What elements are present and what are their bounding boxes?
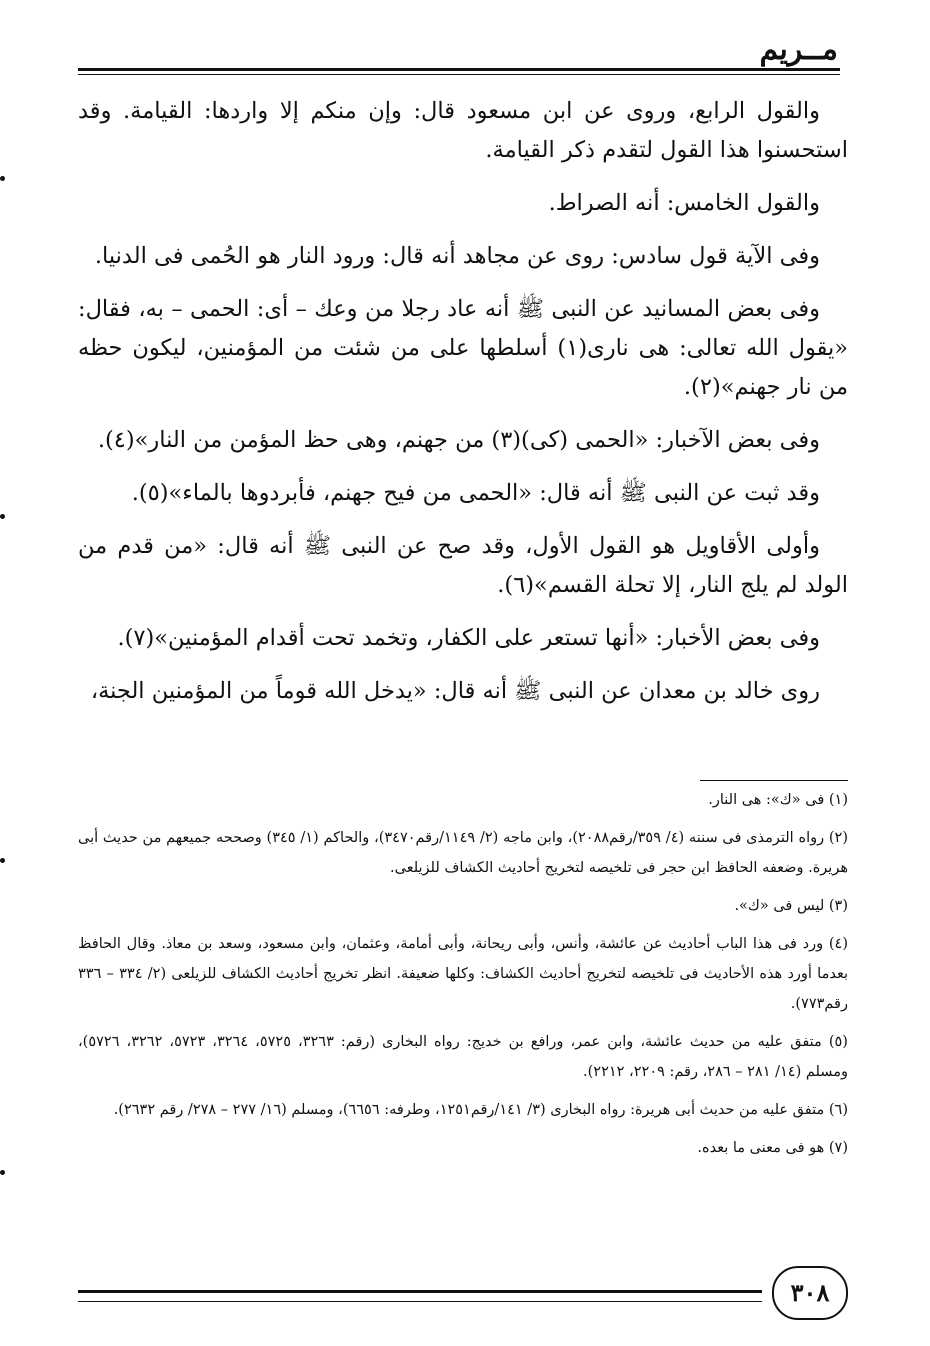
running-head: مــريم — [759, 32, 838, 67]
header-double-rule — [78, 68, 840, 75]
footnote: (٢) رواه الترمذى فى سننه (٤/ ٣٥٩/رقم٢٠٨٨)، وابن ماجه (٢/ ١١٤٩/رقم٣٤٧٠)، والحاكم (١/ ٣٤٥) وصححه جميعهم من حديث أبى هريرة. وضعفه الحافظ ابن حجر فى تلخيصه لتخريج أحاديث الكشاف للزيلعى. — [78, 830, 849, 876]
paragraph: وقد ثبت عن النبى ﷺ أنه قال: «الحمى من فيح جهنم، فأبردوها بالماء»(٥). — [131, 480, 820, 506]
paragraph: وفى بعض الآخبار: «الحمى (كى)(٣) من جهنم، وهى حظ المؤمن من النار»(٤). — [97, 427, 820, 453]
page-number: ٣٠٨ — [772, 1266, 848, 1320]
paragraph: وفى بعض المسانيد عن النبى ﷺ أنه عاد رجلا من وعك – أى: الحمى – به، فقال: «يقول الله تعالى: هى نارى(١) أسلطها على من شئت من المؤمنين، ليكون حظه من نار جهنم»(٢). — [78, 296, 849, 400]
footer-double-rule — [78, 1290, 762, 1302]
margin-mark — [0, 1170, 5, 1175]
footnote-separator — [700, 780, 848, 781]
margin-mark — [0, 176, 5, 181]
paragraph: والقول الخامس: أنه الصراط. — [548, 190, 820, 216]
footnotes — [78, 785, 848, 1171]
footnote: (٧) هو فى معنى ما بعده. — [697, 1140, 848, 1156]
margin-mark — [0, 514, 5, 519]
footnote: (٤) ورد فى هذا الباب أحاديث عن عائشة، وأنس، وأبى ريحانة، وأبى أمامة، وعثمان، وابن مسعود، وسعد بن معاذ. وقال الحافظ بعدما أورد هذه الأحاديث فى تلخيصه لتخريج أحاديث الكشاف: وكلها ضعيفة. انظر تخريج أحاديث الكشاف للزيلعى (٢/ ٣٣٤ – ٣٣٦ رقم٧٧٣). — [78, 936, 849, 1012]
paragraph: روى خالد بن معدان عن النبى ﷺ أنه قال: «يدخل الله قوماً من المؤمنين الجنة، — [90, 678, 820, 704]
paragraph: وأولى الأقاويل هو القول الأول، وقد صح عن النبى ﷺ أنه قال: «من قدم من الولد لم يلج النار، إلا تحلة القسم»(٦). — [78, 533, 848, 598]
paragraph: والقول الرابع، وروى عن ابن مسعود قال: وإن منكم إلا واردها: القيامة. وقد استحسنوا هذا القول لتقدم ذكر القيامة. — [78, 98, 848, 163]
footnote: (١) فى «ك»: هى النار. — [708, 792, 848, 808]
margin-mark — [0, 858, 5, 863]
footnote: (٦) متفق عليه من حديث أبى هريرة: رواه البخارى (٣/ ١٤١/رقم١٢٥١، وطرفه: ٦٦٥٦)، ومسلم (١٦/ ٢٧٧ – ٢٧٨/ رقم ٢٦٣٢). — [113, 1102, 848, 1118]
paragraph: وفى الآية قول سادس: روى عن مجاهد أنه قال: ورود النار هو الحُمى فى الدنيا. — [94, 243, 820, 269]
footnote: (٣) ليس فى «ك». — [734, 898, 848, 914]
footnote: (٥) متفق عليه من حديث عائشة، وابن عمر، ورافع بن خديج: رواه البخارى (رقم: ٣٢٦٣، ٥٧٢٥، ٣٢٦٤، ٥٧٢٣، ٣٢٦٢، ٥٧٢٦)، ومسلم (١٤/ ٢٨١ – ٢٨٦، رقم: ٢٢٠٩، ٢٢١٢). — [78, 1034, 848, 1080]
paragraph: وفى بعض الأخبار: «أنها تستعر على الكفار، وتخمد تحت أقدام المؤمنين»(٧). — [117, 625, 820, 651]
main-text — [78, 92, 848, 725]
